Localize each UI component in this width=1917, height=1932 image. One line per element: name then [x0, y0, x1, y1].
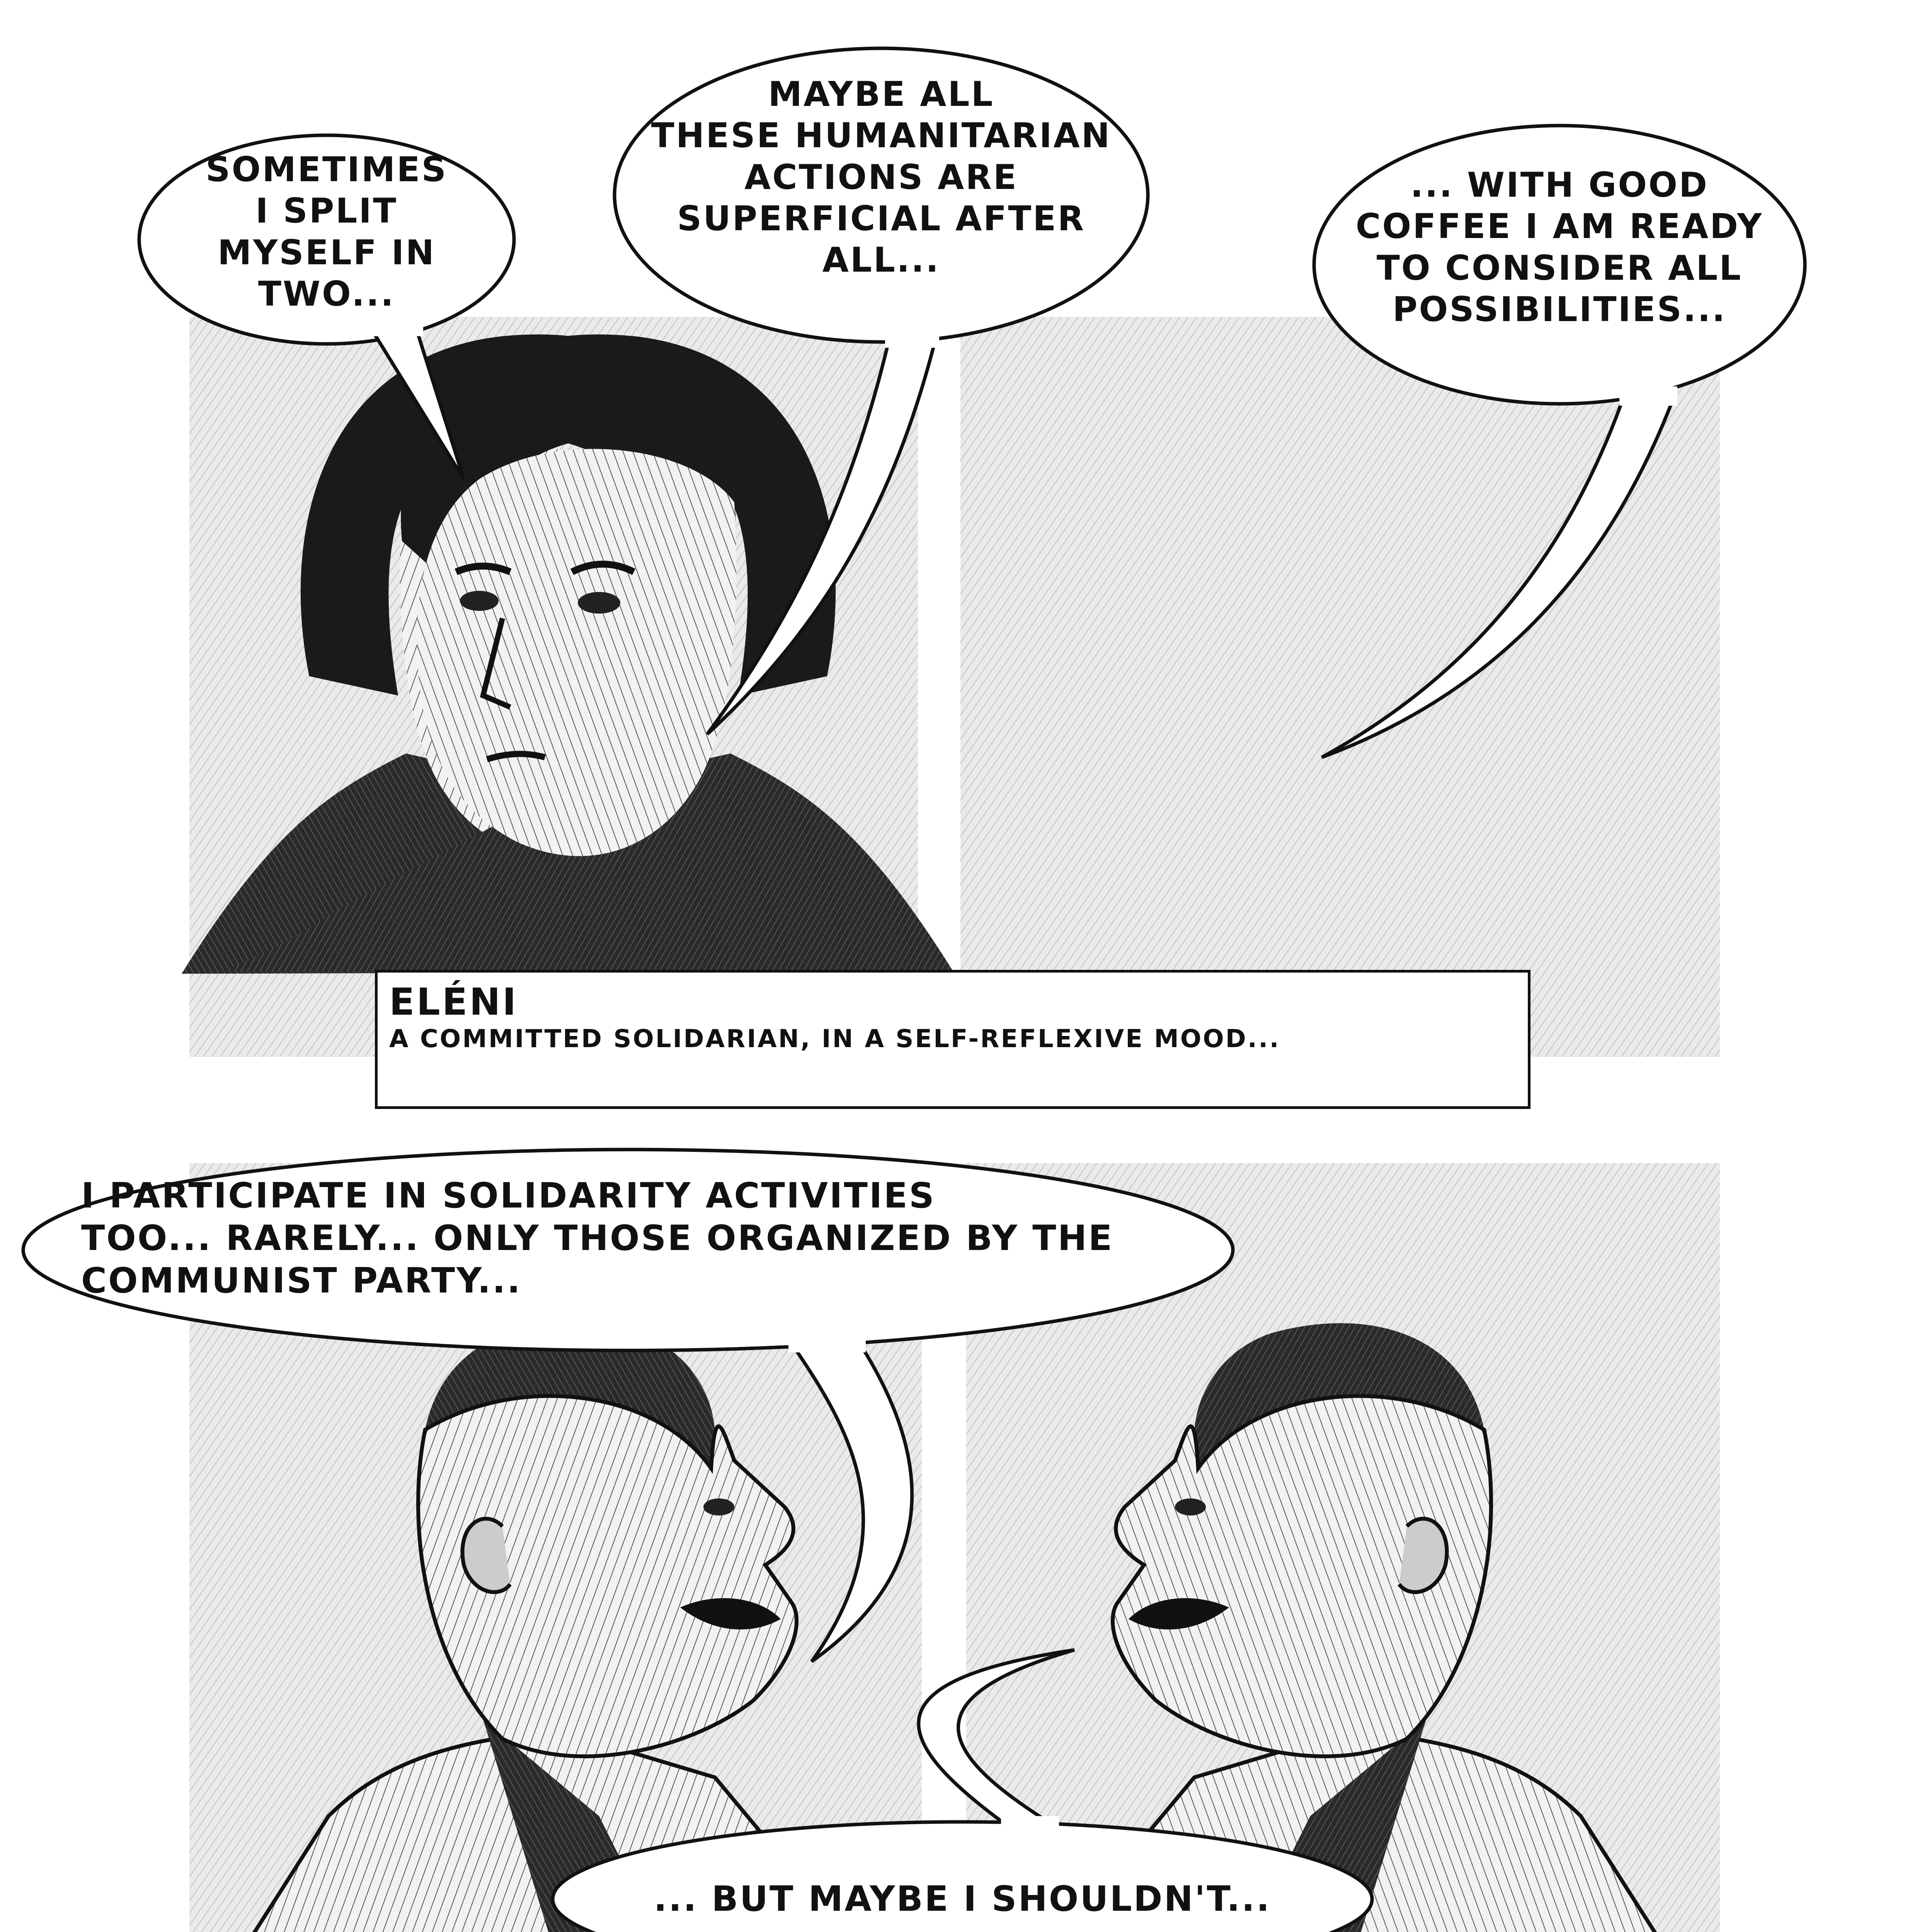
caption-name-eleni: ELÉNI: [389, 980, 518, 1024]
caption-desc-eleni: A COMMITTED SOLIDARIAN, IN A SELF-REFLEXIVE MOOD...: [389, 1025, 1280, 1053]
bubble-text-mihalis-top: I PARTICIPATE IN SOLIDARITY ACTIVITIES TOO... RARELY... ONLY THOSE ORGANIZED BY THE COMMUNIST PARTY...: [81, 1175, 1114, 1301]
bubble-text-eleni-left: SOMETIMES I SPLIT MYSELF IN TWO...: [206, 150, 448, 314]
bubble-text-eleni-right: ... WITH GOOD COFFEE I AM READY TO CONSIDER ALL POSSIBILITIES...: [1355, 165, 1764, 330]
panel-top-right-bg: [960, 317, 1720, 1057]
bubble-text-eleni-middle: MAYBE ALL THESE HUMANITARIAN ACTIONS ARE SUPERFICIAL AFTER ALL...: [651, 74, 1112, 280]
bubble-text-mihalis-bottom: ... BUT MAYBE I SHOULDN'T...: [654, 1879, 1271, 1919]
caption-eleni: [375, 970, 1531, 1109]
